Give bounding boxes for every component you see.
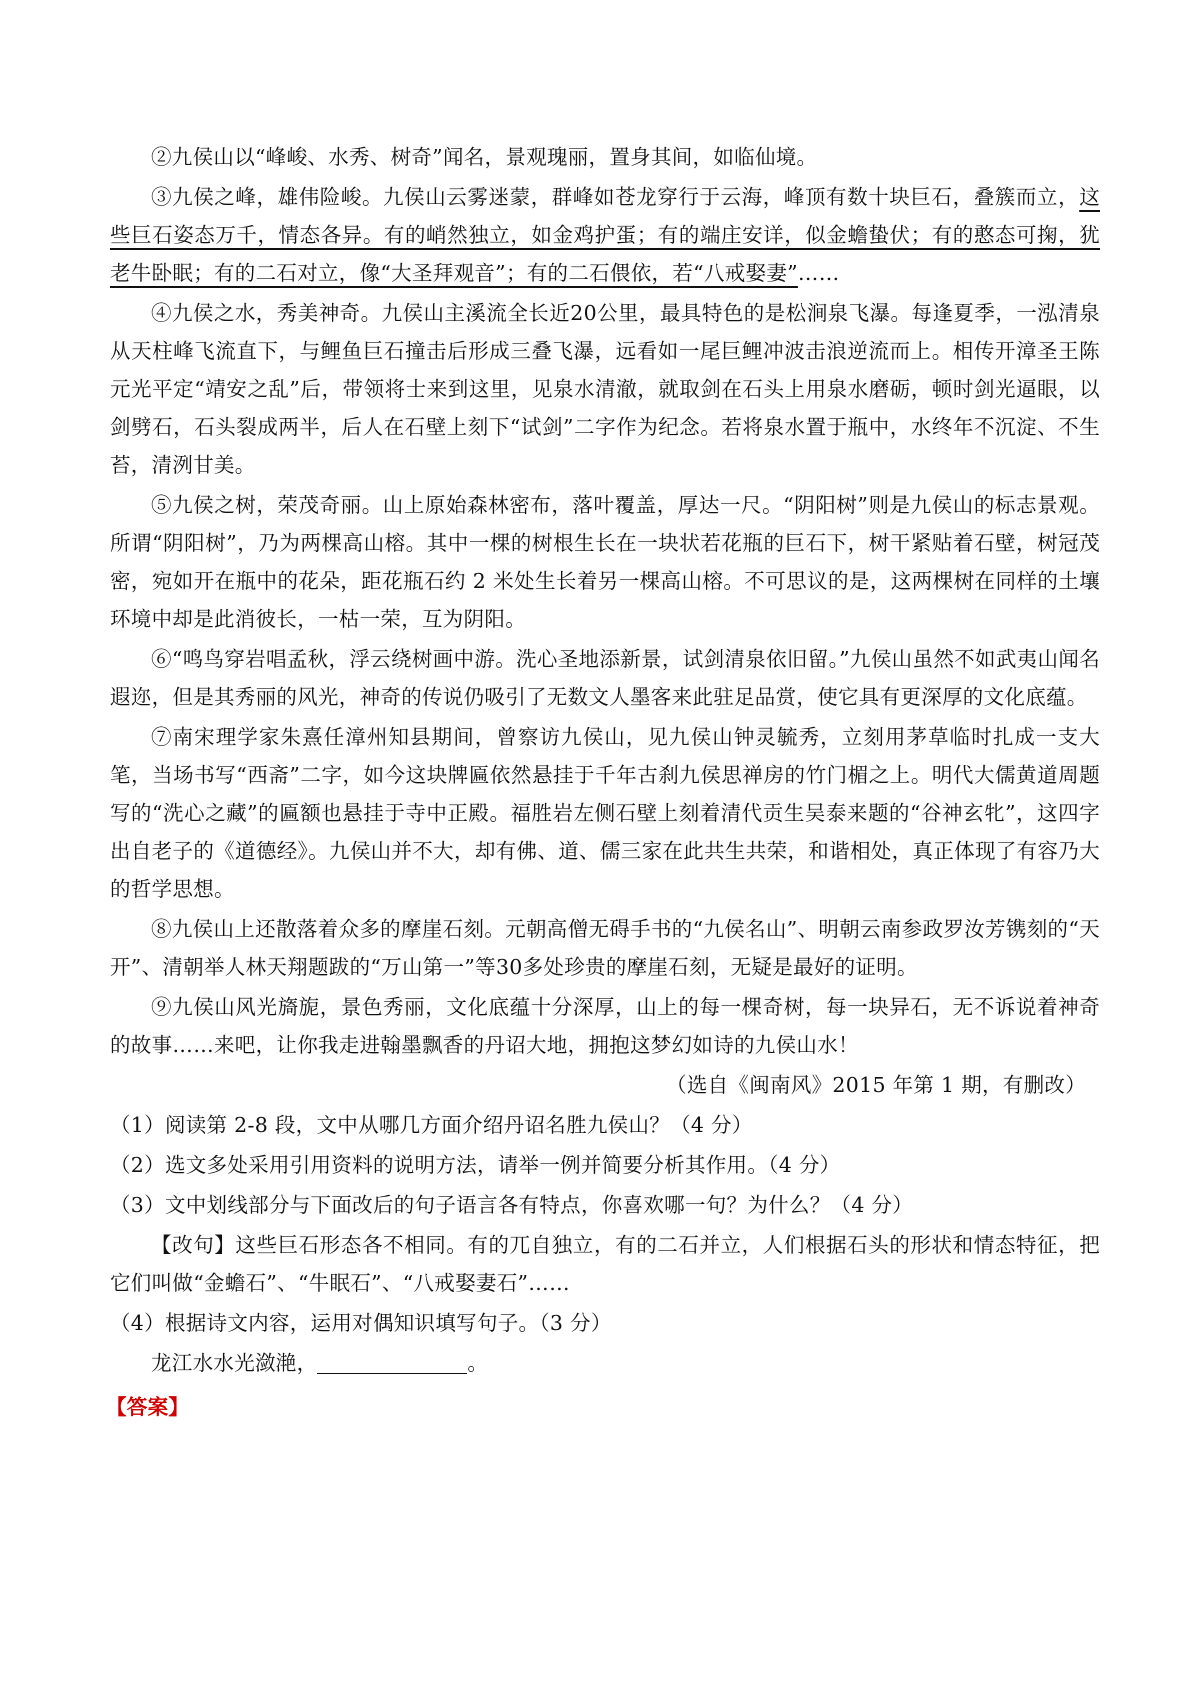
paragraph-2: ②九侯山以“峰峻、水秀、树奇”闻名，景观瑰丽，置身其间，如临仙境。 <box>151 145 818 169</box>
paragraph-5: ⑤九侯之树，荣茂奇丽。山上原始森林密布，落叶覆盖，厚达一尺。“阴阳树”则是九侯山的标志景观。所谓“阴阳树”，乃为两棵高山榕。其中一棵的树根生长在一块状若花瓶的巨石下，树干紧贴着石壁，树冠茂密，宛如开在瓶中的花朵，距花瓶石约 2 米处生长着另一棵高山榕。不可思议的是，这两棵树在同样的土壤环境中却是此消彼长，一枯一荣，互为阴阳。 <box>110 493 1100 631</box>
paragraph-3-underlined-passage: 这些巨石姿态万千，情态各异。有的峭然独立，如金鸡护蛋；有的端庄安详，似金蟾蛰伏；有的憨态可掬，犹老牛卧眠；有的二石对立，像“大圣拜观音”；有的二石偎依，若“八戒娶妻” <box>110 185 1100 285</box>
question-4-end-mark: 。 <box>467 1351 489 1375</box>
question-2: （2）选文多处采用引用资料的说明方法，请举一例并简要分析其作用。（4 分） <box>110 1153 841 1177</box>
paragraph-3-ellipsis: …… <box>797 261 840 285</box>
paragraph-9: ⑨九侯山风光旖旎，景色秀丽，文化底蕴十分深厚，山上的每一棵奇树，每一块异石，无不诉说着神奇的故事……来吧，让你我走进翰墨飘香的丹诏大地，拥抱这梦幻如诗的九侯山水！ <box>110 995 1100 1057</box>
source-citation: （选自《闽南风》2015 年第 1 期，有删改） <box>666 1073 1086 1097</box>
paragraph-7: ⑦南宋理学家朱熹任漳州知县期间，曾察访九侯山，见九侯山钟灵毓秀，立刻用茅草临时扎成一支大笔，当场书写“西斋”二字，如今这块牌匾依然悬挂于千年古刹九侯思禅房的竹门楣之上。明代大儒黄道周题写的“洗心之藏”的匾额也悬挂于寺中正殿。福胜岩左侧石壁上刻着清代贡生吴泰来题的“谷神玄牝”，这四字出自老子的《道德经》。九侯山并不大，却有佛、道、儒三家在此共生共荣，和谐相处，真正体现了有容乃大的哲学思想。 <box>110 725 1100 901</box>
answer-label: 【答案】 <box>106 1395 190 1419</box>
question-1: （1）阅读第 2-8 段，文中从哪几方面介绍丹诏名胜九侯山？（4 分） <box>110 1113 753 1137</box>
paragraph-3 <box>110 178 1100 292</box>
paragraph-3-intro: ③九侯之峰，雄伟险峻。九侯山云雾迷蒙，群峰如苍龙穿行于云海，峰顶有数十块巨石，叠簇而立， <box>151 185 1080 209</box>
question-4-prompt: 龙江水水光潋滟， <box>151 1351 318 1375</box>
question-4: （4）根据诗文内容，运用对偶知识填写句子。（3 分） <box>110 1311 612 1335</box>
question-4-fill-line <box>110 1344 1100 1382</box>
paragraph-4: ④九侯之水，秀美神奇。九侯山主溪流全长近20公里，最具特色的是松涧泉飞瀑。每逢夏季，一泓清泉从天柱峰飞流直下，与鲤鱼巨石撞击后形成三叠飞瀑，远看如一尾巨鲤冲波击浪逆流而上。相传开漳圣王陈元光平定“靖安之乱”后，带领将士来到这里，见泉水清澈，就取剑在石头上用泉水磨砺，顿时剑光逼眼，以剑劈石，石头裂成两半，后人在石壁上刻下“试剑”二字作为纪念。若将泉水置于瓶中，水终年不沉淀、不生苔，清洌甘美。 <box>110 301 1100 477</box>
paragraph-8: ⑧九侯山上还散落着众多的摩崖石刻。元朝高僧无碍手书的“九侯名山”、明朝云南参政罗汝芳镌刻的“天开”、清朝举人林天翔题跋的“万山第一”等30多处珍贵的摩崖石刻，无疑是最好的证明。 <box>110 917 1100 979</box>
answer-blank[interactable] <box>317 1351 467 1374</box>
question-3: （3）文中划线部分与下面改后的句子语言各有特点，你喜欢哪一句？为什么？（4 分） <box>110 1193 914 1217</box>
document-page <box>106 138 1100 1426</box>
question-3-rewritten-sentence: 【改句】这些巨石形态各不相同。有的兀自独立，有的二石并立，人们根据石头的形状和情态特征，把它们叫做“金蟾石”、“牛眠石”、“八戒娶妻石”…… <box>110 1233 1100 1295</box>
paragraph-6: ⑥“鸣鸟穿岩唱孟秋，浮云绕树画中游。洗心圣地添新景，试剑清泉依旧留。”九侯山虽然不如武夷山闻名遐迩，但是其秀丽的风光，神奇的传说仍吸引了无数文人墨客来此驻足品赏，使它具有更深厚的文化底蕴。 <box>110 647 1100 709</box>
